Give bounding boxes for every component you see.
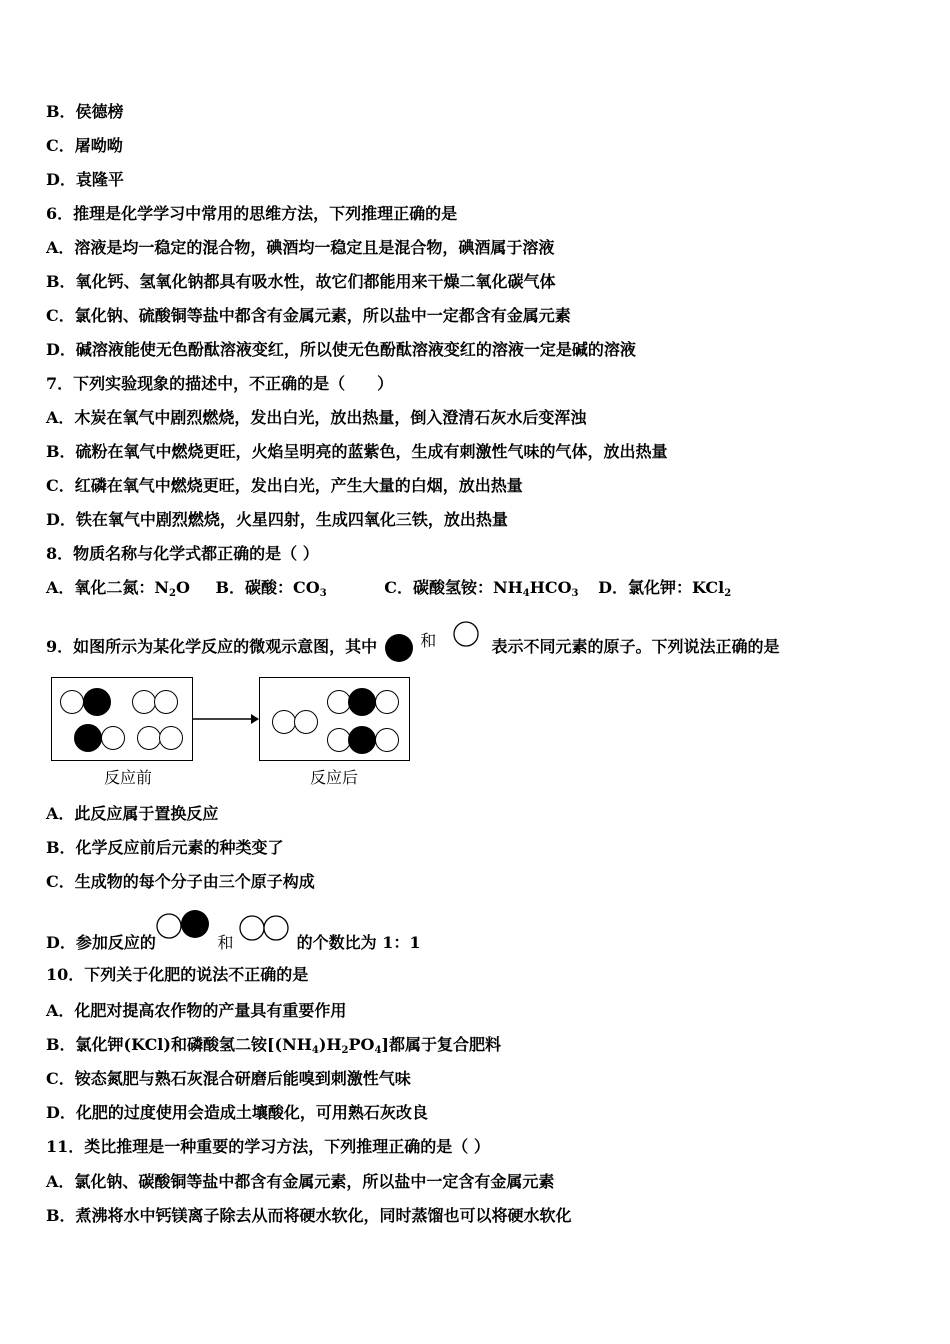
- q9-option-c: C．生成物的每个分子由三个原子构成: [46, 872, 315, 891]
- q7-option-a: A．木炭在氧气中剧烈燃烧，发出白光，放出热量，倒入澄清石灰水后变浑浊: [46, 408, 587, 427]
- q8-stem: 8．物质名称与化学式都正确的是（ ）: [46, 544, 319, 563]
- q11-stem: 11．类比推理是一种重要的学习方法，下列推理正确的是（ ）: [46, 1137, 490, 1156]
- caption-after: 反应后: [310, 768, 359, 787]
- q6-option-d: D．碱溶液能使无色酚酞溶液变红，所以使无色酚酞溶液变红的溶液一定是碱的溶液: [46, 340, 636, 359]
- q6-option-b: B．氧化钙、氢氧化钠都具有吸水性，故它们都能用来干燥二氧化碳气体: [46, 272, 556, 291]
- q9-option-a: A．此反应属于置换反应: [46, 804, 219, 823]
- after-box: [259, 677, 410, 761]
- white-atom-icon: [452, 620, 480, 648]
- reaction-diagram: [51, 677, 411, 792]
- q7-option-b: B．硫粉在氧气中燃烧更旺，火焰呈明亮的蓝紫色，生成有刺激性气味的气体，放出热量: [46, 442, 668, 461]
- q11-option-b: B．煮沸将水中钙镁离子除去从而将硬水软化，同时蒸馏也可以将硬水软化: [46, 1206, 572, 1225]
- q5-option-b: B．侯德榜: [46, 102, 124, 121]
- q11-option-a: A．氯化钠、碳酸铜等盐中都含有金属元素，所以盐中一定含有金属元素: [46, 1172, 555, 1191]
- q6-stem: 6．推理是化学学习中常用的思维方法，下列推理正确的是: [46, 204, 458, 223]
- q7-option-c: C．红磷在氧气中燃烧更旺，发出白光，产生大量的白烟，放出热量: [46, 476, 523, 495]
- caption-before: 反应前: [104, 768, 153, 787]
- q8-option-b: B．碳酸：$CO_3$: [215, 578, 327, 599]
- molecule-white-black-icon: [156, 910, 212, 942]
- q10-option-c: C．铵态氮肥与熟石灰混合研磨后能嗅到刺激性气味: [46, 1069, 411, 1088]
- q8-options: [46, 577, 731, 599]
- q10-option-a: A．化肥对提高农作物的产量具有重要作用: [46, 1001, 347, 1020]
- q5-option-c: C．屠呦呦: [46, 136, 123, 155]
- q7-option-d: D．铁在氧气中剧烈燃烧，火星四射，生成四氧化三铁，放出热量: [46, 510, 508, 529]
- q7-stem: 7．下列实验现象的描述中，不正确的是（ ）: [46, 374, 394, 393]
- black-atom-icon: [383, 632, 415, 664]
- q8-option-d: D．氯化钾：KCl$_2$: [598, 578, 732, 599]
- q10-option-b: B．氯化钾(KCl)和磷酸氢二铵$[(NH_4)H_2PO_4]$都属于复合肥料: [46, 1035, 501, 1056]
- q6-option-a: A．溶液是均一稳定的混合物，碘酒均一稳定且是混合物，碘酒属于溶液: [46, 238, 555, 257]
- q9-stem: 9．如图所示为某化学反应的微观示意图，其中 和 表示不同元素的原子。下列说法正确的是: [46, 620, 779, 664]
- q10-option-d: D．化肥的过度使用会造成土壤酸化，可用熟石灰改良: [46, 1103, 428, 1122]
- q10-stem: 10．下列关于化肥的说法不正确的是: [46, 965, 309, 984]
- q9-option-b: B．化学反应前后元素的种类变了: [46, 838, 284, 857]
- q5-option-d: D．袁隆平: [46, 170, 124, 189]
- q6-option-c: C．氯化钠、硫酸铜等盐中都含有金属元素，所以盐中一定都含有金属元素: [46, 306, 571, 325]
- before-box: [51, 677, 193, 761]
- molecule-white-white-icon: [239, 914, 291, 942]
- q9-option-d: D．参加反应的 和 的个数比为 1：1: [46, 910, 420, 960]
- q8-option-a: A．氧化二氮：$N_2O$: [46, 578, 190, 599]
- reaction-arrow-icon: [193, 711, 261, 727]
- q8-option-c: C．碳酸氢铵：$NH_4HCO_3$: [384, 578, 579, 599]
